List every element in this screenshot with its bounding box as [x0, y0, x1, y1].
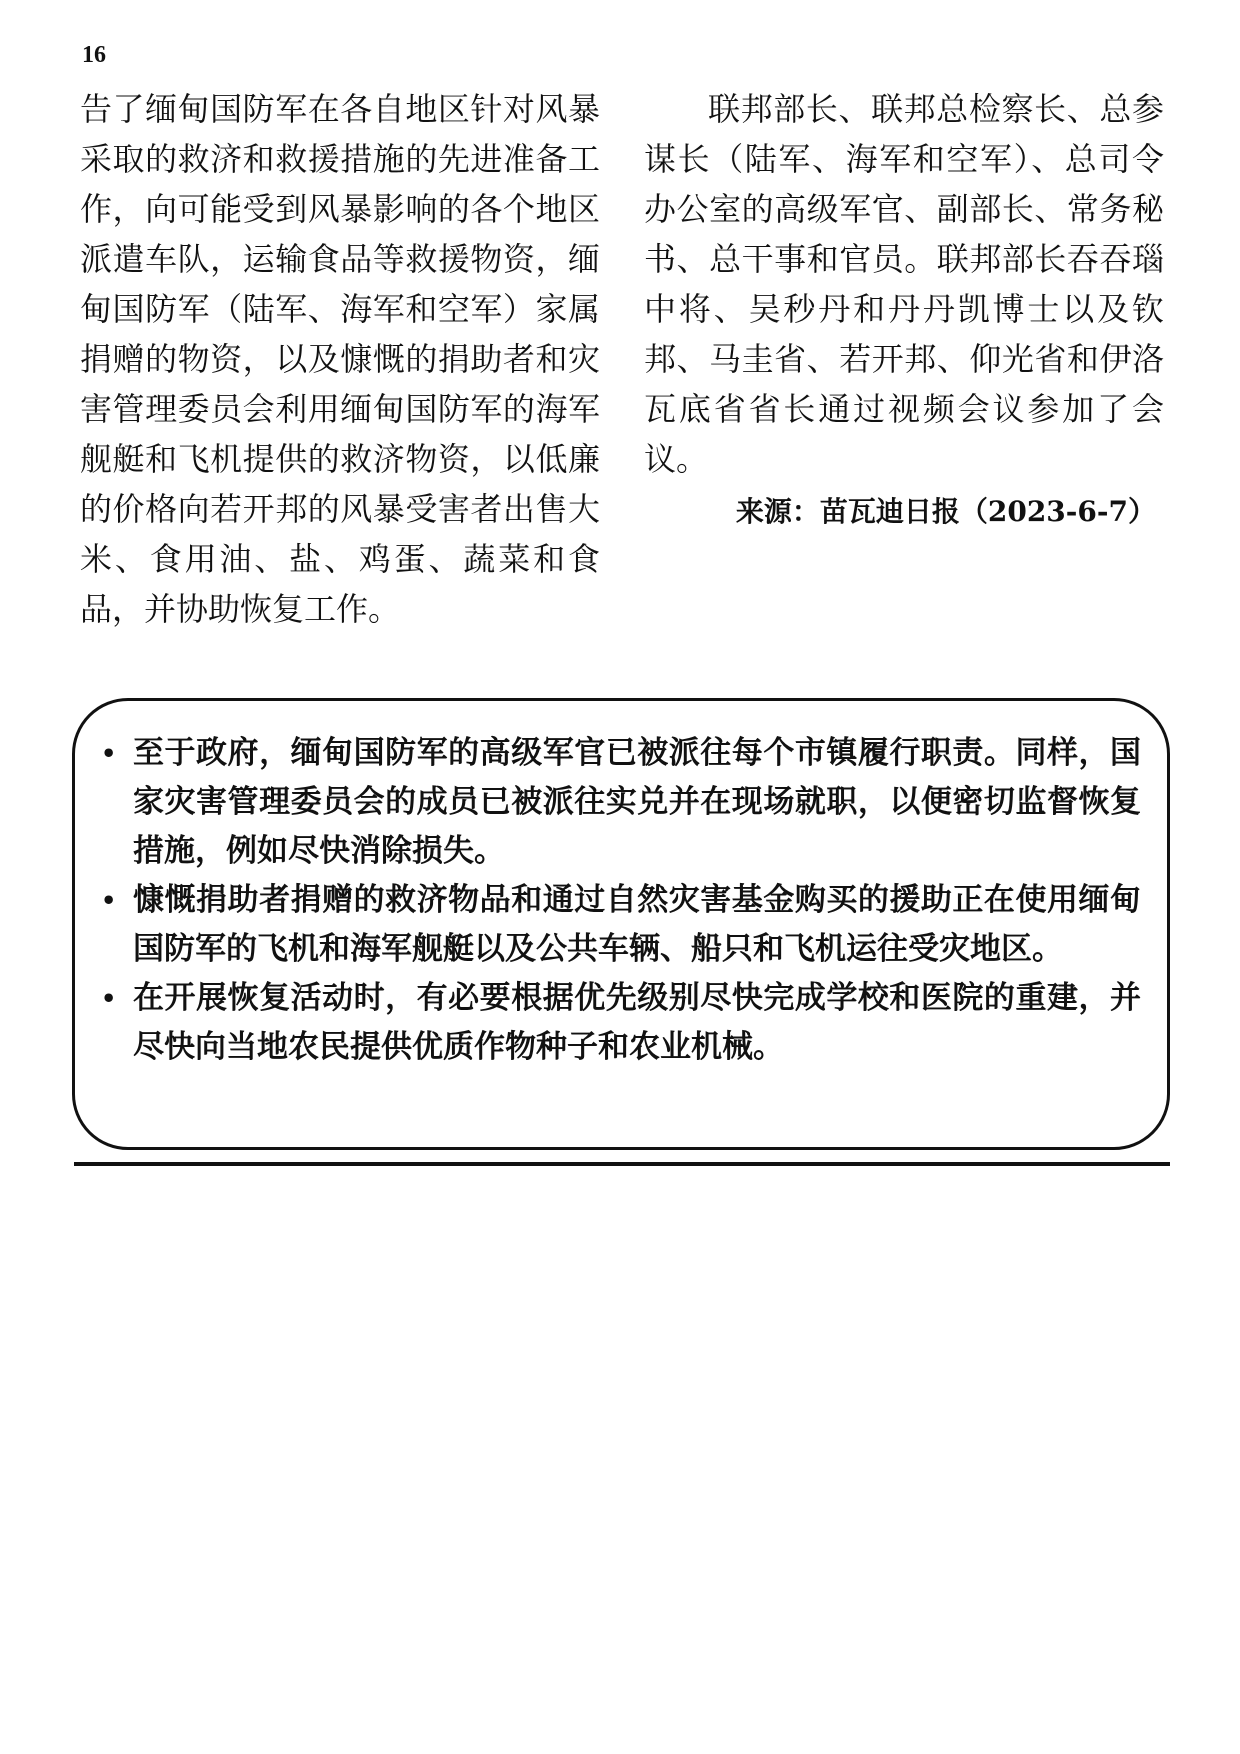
- section-divider: [74, 1162, 1170, 1166]
- bullet-icon: •: [101, 984, 117, 1013]
- page-number: 16: [82, 42, 106, 68]
- right-column: [644, 84, 1164, 534]
- summary-box: [72, 698, 1170, 1150]
- source-citation: 来源：苗瓦迪日报（2023-6-7）: [735, 495, 1156, 528]
- summary-item-text: 在开展恢复活动时，有必要根据优先级别尽快完成学校和医院的重建，并尽快向当地农民提供优质作物种子和农业机械。: [133, 980, 1141, 1065]
- left-column: [80, 84, 600, 634]
- summary-item-1: [101, 729, 1141, 876]
- summary-item-2: [101, 876, 1141, 974]
- right-column-paragraph: 联邦部长、联邦总检察长、总参谋长（陆军、海军和空军）、总司令办公室的高级军官、副部长、常务秘书、总干事和官员。联邦部长吞吞瑙中将、吴秒丹和丹丹凯博士以及钦邦、马圭省、若开邦、仰光省和伊洛瓦底省省长通过视频会议参加了会议。: [644, 90, 1164, 478]
- bullet-icon: •: [101, 886, 117, 915]
- summary-list: [101, 729, 1141, 1072]
- summary-item-text: 慷慨捐助者捐赠的救济物品和通过自然灾害基金购买的援助正在使用缅甸国防军的飞机和海军舰艇以及公共车辆、船只和飞机运往受灾地区。: [133, 882, 1141, 967]
- summary-item-text: 至于政府，缅甸国防军的高级军官已被派往每个市镇履行职责。同样，国家灾害管理委员会的成员已被派往实兑并在现场就职，以便密切监督恢复措施，例如尽快消除损失。: [133, 735, 1141, 869]
- summary-item-3: [101, 974, 1141, 1072]
- left-column-paragraph: 告了缅甸国防军在各自地区针对风暴采取的救济和救援措施的先进准备工作，向可能受到风暴影响的各个地区派遣车队，运输食品等救援物资，缅甸国防军（陆军、海军和空军）家属捐赠的物资，以及慷慨的捐助者和灾害管理委员会利用缅甸国防军的海军舰艇和飞机提供的救济物资，以低廉的价格向若开邦的风暴受害者出售大米、食用油、盐、鸡蛋、蔬菜和食品，并协助恢复工作。: [80, 90, 600, 628]
- bullet-icon: •: [101, 739, 117, 768]
